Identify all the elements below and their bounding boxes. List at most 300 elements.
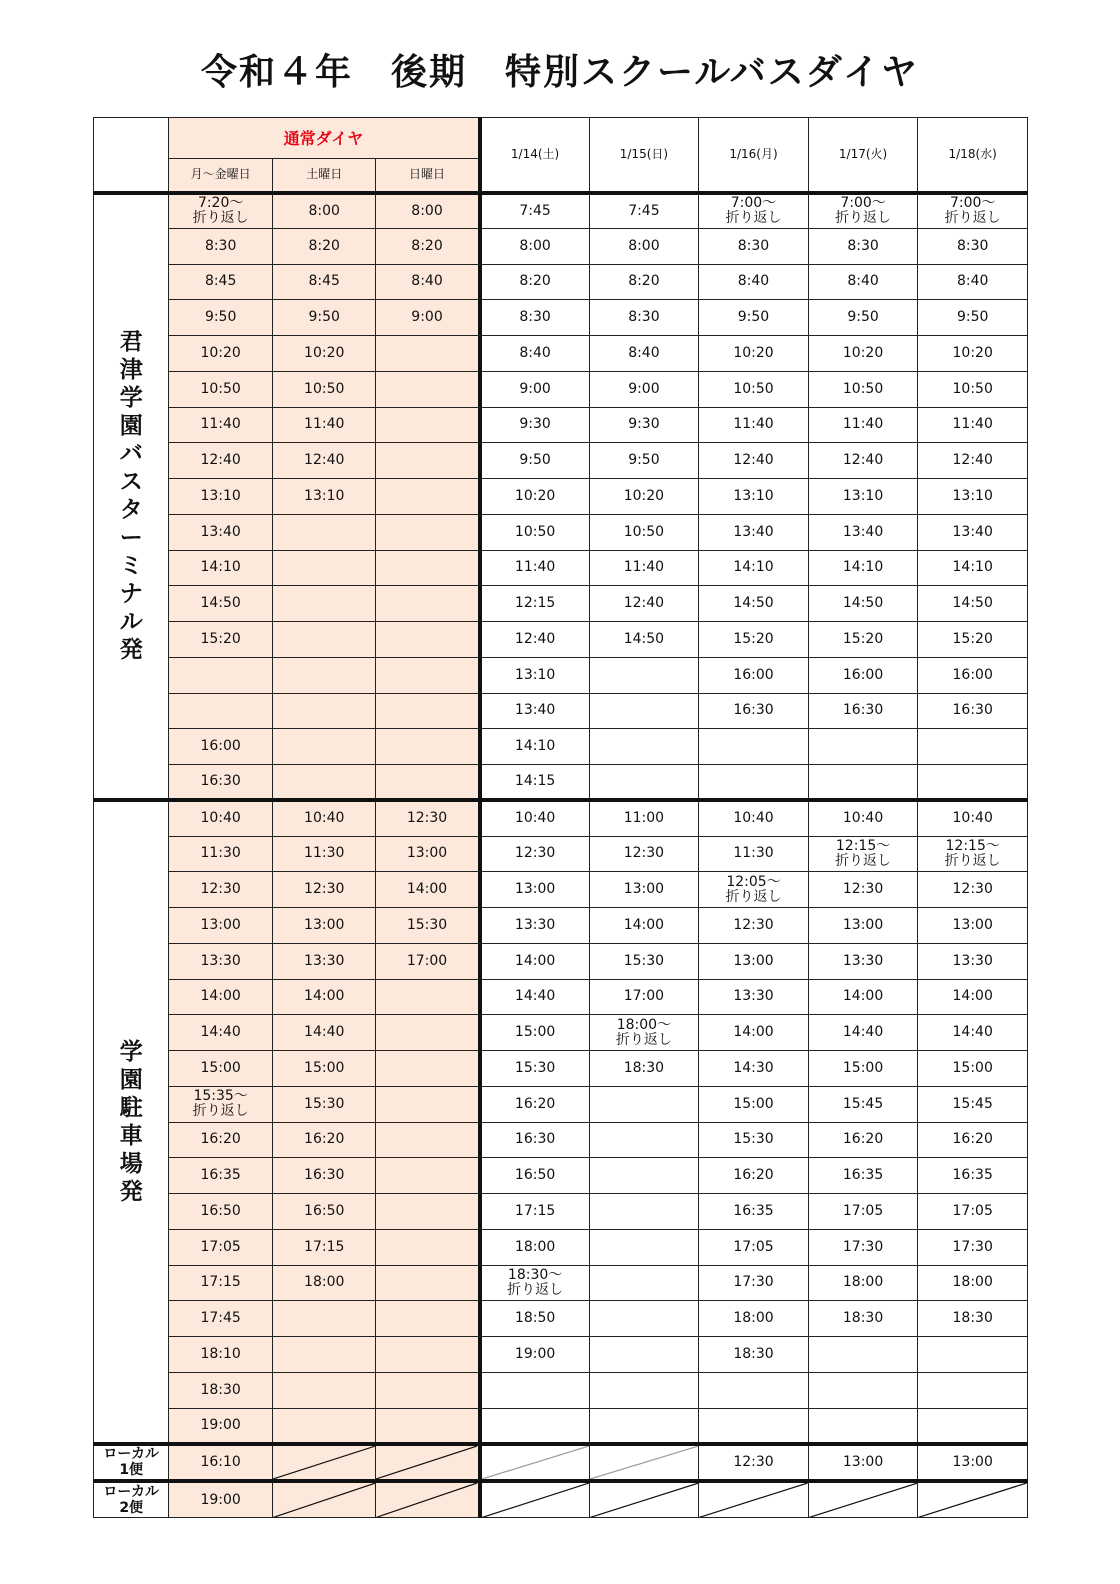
time-cell: [376, 1122, 480, 1158]
time-cell: [376, 1372, 480, 1408]
time-cell: 16:20: [808, 1122, 918, 1158]
time-cell: 15:30: [589, 943, 699, 979]
time-cell: 16:20: [272, 1122, 376, 1158]
time-cell: [589, 1337, 699, 1373]
local-row: [94, 1481, 1028, 1518]
time-cell: 10:40: [699, 800, 809, 836]
time-cell: 18:30: [808, 1301, 918, 1337]
time-cell: 8:20: [589, 264, 699, 300]
table-row: [94, 550, 1028, 586]
diagonal-slash: [918, 1483, 1027, 1518]
time-cell: 12:40: [272, 443, 376, 479]
time-cell: 9:50: [918, 300, 1028, 336]
time-cell: 10:20: [589, 479, 699, 515]
table-row: [94, 729, 1028, 765]
table-row: [94, 657, 1028, 693]
time-cell: 17:45: [169, 1301, 273, 1337]
time-cell: 13:00: [918, 1444, 1028, 1481]
time-cell: 14:00: [272, 979, 376, 1015]
time-cell: [376, 979, 480, 1015]
time-cell: [589, 1408, 699, 1444]
time-cell: [272, 1301, 376, 1337]
time-cell: 13:00: [918, 908, 1028, 944]
time-cell: [376, 622, 480, 658]
time-cell: 14:00: [376, 872, 480, 908]
normal-day-header: 土曜日: [272, 159, 376, 193]
time-cell: 8:00: [480, 228, 590, 264]
time-cell: 8:45: [169, 264, 273, 300]
time-cell: 14:10: [480, 729, 590, 765]
time-cell: 18:50: [480, 1301, 590, 1337]
time-cell: 14:10: [918, 550, 1028, 586]
time-cell: [808, 1337, 918, 1373]
time-cell: 14:50: [699, 586, 809, 622]
empty-slash-cell: [480, 1444, 590, 1481]
time-cell: [272, 550, 376, 586]
time-cell: 14:00: [169, 979, 273, 1015]
time-cell: [376, 693, 480, 729]
time-cell: 8:40: [808, 264, 918, 300]
local-label: ローカル 1便: [94, 1444, 169, 1481]
diagonal-slash: [376, 1446, 477, 1479]
time-cell: 14:40: [918, 1015, 1028, 1051]
time-cell: 12:30: [169, 872, 273, 908]
header-row: [94, 118, 1028, 159]
time-cell: 16:00: [169, 729, 273, 765]
time-cell: 12:40: [918, 443, 1028, 479]
diagonal-slash: [590, 1483, 699, 1518]
time-cell: 14:00: [589, 908, 699, 944]
time-cell: 14:10: [699, 550, 809, 586]
time-cell: 8:40: [918, 264, 1028, 300]
time-cell: 13:00: [699, 943, 809, 979]
time-cell: 7:45: [480, 193, 590, 229]
time-cell: 18:30: [699, 1337, 809, 1373]
time-cell: 7:20～ 折り返し: [169, 193, 273, 229]
time-cell: 12:15～ 折り返し: [918, 836, 1028, 872]
time-cell: 9:50: [480, 443, 590, 479]
time-cell: 8:00: [376, 193, 480, 229]
table-row: [94, 1301, 1028, 1337]
time-cell: [272, 514, 376, 550]
empty-slash-cell: [272, 1481, 376, 1518]
time-cell: 18:30: [169, 1372, 273, 1408]
time-cell: 19:00: [169, 1481, 273, 1518]
corner-cell: [94, 118, 169, 193]
time-cell: 16:30: [699, 693, 809, 729]
time-cell: 10:20: [169, 336, 273, 372]
time-cell: 13:00: [808, 908, 918, 944]
time-cell: 17:00: [376, 943, 480, 979]
time-cell: [808, 729, 918, 765]
time-cell: [376, 371, 480, 407]
time-cell: 16:30: [480, 1122, 590, 1158]
time-cell: 12:40: [589, 586, 699, 622]
time-cell: 14:40: [480, 979, 590, 1015]
time-cell: 13:00: [376, 836, 480, 872]
time-cell: 8:30: [918, 228, 1028, 264]
normal-day-header: 日曜日: [376, 159, 480, 193]
time-cell: 10:40: [272, 800, 376, 836]
time-cell: 16:20: [918, 1122, 1028, 1158]
time-cell: 9:30: [480, 407, 590, 443]
time-cell: 7:45: [589, 193, 699, 229]
diagonal-slash: [809, 1483, 918, 1518]
time-cell: 12:30: [808, 872, 918, 908]
time-cell: 7:00～ 折り返し: [699, 193, 809, 229]
time-cell: [589, 657, 699, 693]
diagonal-slash: [590, 1446, 699, 1479]
time-cell: 15:30: [699, 1122, 809, 1158]
time-cell: 15:45: [808, 1086, 918, 1122]
time-cell: 14:40: [272, 1015, 376, 1051]
time-cell: 17:15: [272, 1229, 376, 1265]
section-label-text: 学園駐車場発: [119, 1039, 143, 1205]
time-cell: 12:30: [699, 908, 809, 944]
time-cell: 13:30: [480, 908, 590, 944]
time-cell: 9:50: [272, 300, 376, 336]
time-cell: 10:20: [272, 336, 376, 372]
time-cell: 13:10: [272, 479, 376, 515]
time-cell: 8:40: [699, 264, 809, 300]
time-cell: [808, 1408, 918, 1444]
time-cell: [376, 1051, 480, 1087]
time-cell: 9:00: [480, 371, 590, 407]
time-cell: [272, 1408, 376, 1444]
time-cell: [480, 1372, 590, 1408]
table-row: [94, 622, 1028, 658]
time-cell: [699, 1408, 809, 1444]
diagonal-slash: [699, 1483, 808, 1518]
time-cell: 12:30: [918, 872, 1028, 908]
table-row: [94, 228, 1028, 264]
time-cell: 11:40: [169, 407, 273, 443]
table-row: [94, 514, 1028, 550]
time-cell: 11:40: [918, 407, 1028, 443]
time-cell: 9:50: [169, 300, 273, 336]
normal-schedule-header: 通常ダイヤ: [169, 118, 480, 159]
empty-slash-cell: [589, 1444, 699, 1481]
time-cell: 13:30: [918, 943, 1028, 979]
time-cell: 15:00: [808, 1051, 918, 1087]
time-cell: 17:30: [808, 1229, 918, 1265]
local-row: [94, 1444, 1028, 1481]
time-cell: [376, 1194, 480, 1230]
time-cell: [376, 1229, 480, 1265]
time-cell: 16:30: [272, 1158, 376, 1194]
time-cell: 16:50: [272, 1194, 376, 1230]
table-row: [94, 872, 1028, 908]
time-cell: 13:40: [699, 514, 809, 550]
time-cell: 14:50: [589, 622, 699, 658]
empty-slash-cell: [376, 1481, 480, 1518]
page-title: 令和４年 後期 特別スクールバスダイヤ: [200, 52, 920, 93]
time-cell: 13:40: [169, 514, 273, 550]
time-cell: 17:30: [918, 1229, 1028, 1265]
time-cell: [272, 765, 376, 801]
time-cell: 12:40: [169, 443, 273, 479]
time-cell: 16:35: [918, 1158, 1028, 1194]
table-row: [94, 193, 1028, 229]
table-row: [94, 407, 1028, 443]
time-cell: 12:40: [808, 443, 918, 479]
time-cell: [589, 1122, 699, 1158]
time-cell: 10:50: [918, 371, 1028, 407]
time-cell: [272, 622, 376, 658]
time-cell: 10:40: [169, 800, 273, 836]
time-cell: 11:40: [808, 407, 918, 443]
time-cell: [480, 1408, 590, 1444]
time-cell: 15:00: [272, 1051, 376, 1087]
time-cell: 18:00: [699, 1301, 809, 1337]
time-cell: 16:30: [808, 693, 918, 729]
time-cell: 15:35～ 折り返し: [169, 1086, 273, 1122]
time-cell: 15:30: [480, 1051, 590, 1087]
time-cell: 16:35: [808, 1158, 918, 1194]
time-cell: 15:00: [699, 1086, 809, 1122]
time-cell: 12:40: [699, 443, 809, 479]
time-cell: [699, 765, 809, 801]
time-cell: 12:30: [480, 836, 590, 872]
time-cell: 14:00: [699, 1015, 809, 1051]
time-cell: [376, 1337, 480, 1373]
time-cell: [272, 1337, 376, 1373]
local-label: ローカル 2便: [94, 1481, 169, 1518]
table-row: [94, 336, 1028, 372]
time-cell: [376, 1265, 480, 1301]
time-cell: [808, 1372, 918, 1408]
time-cell: 18:00: [480, 1229, 590, 1265]
time-cell: 8:30: [169, 228, 273, 264]
time-cell: [376, 765, 480, 801]
time-cell: [589, 765, 699, 801]
table-row: [94, 693, 1028, 729]
time-cell: 10:50: [589, 514, 699, 550]
time-cell: 13:00: [272, 908, 376, 944]
time-cell: 16:50: [169, 1194, 273, 1230]
section-label-parking: [94, 800, 169, 1444]
time-cell: 8:30: [699, 228, 809, 264]
table-row: [94, 1337, 1028, 1373]
time-cell: 13:10: [699, 479, 809, 515]
empty-slash-cell: [918, 1481, 1028, 1518]
table-row: [94, 800, 1028, 836]
time-cell: 14:00: [480, 943, 590, 979]
time-cell: [918, 1408, 1028, 1444]
table-row: [94, 586, 1028, 622]
table-row: [94, 1194, 1028, 1230]
time-cell: [272, 693, 376, 729]
time-cell: 13:10: [808, 479, 918, 515]
time-cell: 15:30: [272, 1086, 376, 1122]
time-cell: [169, 657, 273, 693]
time-cell: 11:40: [480, 550, 590, 586]
time-cell: 14:50: [169, 586, 273, 622]
table-row: [94, 264, 1028, 300]
time-cell: 9:50: [808, 300, 918, 336]
time-cell: 11:30: [272, 836, 376, 872]
diagonal-slash: [273, 1446, 376, 1479]
time-cell: [589, 1265, 699, 1301]
time-cell: 13:30: [272, 943, 376, 979]
date-header: 1/14(土): [480, 118, 590, 193]
time-cell: 14:50: [808, 586, 918, 622]
time-cell: 17:30: [699, 1265, 809, 1301]
time-cell: 19:00: [480, 1337, 590, 1373]
date-header: 1/18(水): [918, 118, 1028, 193]
time-cell: 16:00: [808, 657, 918, 693]
time-cell: 13:10: [480, 657, 590, 693]
time-cell: 16:35: [169, 1158, 273, 1194]
time-cell: [589, 693, 699, 729]
time-cell: 15:20: [918, 622, 1028, 658]
time-cell: [589, 1194, 699, 1230]
time-cell: 13:40: [918, 514, 1028, 550]
time-cell: 18:00: [272, 1265, 376, 1301]
time-cell: 16:50: [480, 1158, 590, 1194]
time-cell: 13:40: [480, 693, 590, 729]
time-cell: [376, 1158, 480, 1194]
time-cell: 9:50: [589, 443, 699, 479]
time-cell: 12:05～ 折り返し: [699, 872, 809, 908]
time-cell: 9:00: [589, 371, 699, 407]
time-cell: 13:00: [808, 1444, 918, 1481]
time-cell: 9:30: [589, 407, 699, 443]
time-cell: [589, 1301, 699, 1337]
time-cell: [376, 1408, 480, 1444]
time-cell: 15:20: [169, 622, 273, 658]
time-cell: [376, 657, 480, 693]
table-row: [94, 836, 1028, 872]
time-cell: 16:00: [699, 657, 809, 693]
time-cell: 11:40: [589, 550, 699, 586]
time-cell: 13:30: [699, 979, 809, 1015]
table-row: [94, 443, 1028, 479]
diagonal-slash: [376, 1483, 477, 1518]
empty-slash-cell: [272, 1444, 376, 1481]
time-cell: 8:30: [589, 300, 699, 336]
time-cell: 14:15: [480, 765, 590, 801]
table-row: [94, 943, 1028, 979]
diagonal-slash: [273, 1483, 376, 1518]
time-cell: [376, 479, 480, 515]
time-cell: 10:20: [480, 479, 590, 515]
time-cell: 13:40: [808, 514, 918, 550]
empty-slash-cell: [808, 1481, 918, 1518]
time-cell: 10:40: [918, 800, 1028, 836]
time-cell: 15:30: [376, 908, 480, 944]
table-row: [94, 1015, 1028, 1051]
time-cell: 11:00: [589, 800, 699, 836]
time-cell: 13:00: [480, 872, 590, 908]
empty-slash-cell: [480, 1481, 590, 1518]
time-cell: 10:40: [808, 800, 918, 836]
diagonal-slash: [482, 1483, 589, 1518]
time-cell: 10:50: [480, 514, 590, 550]
section-label-text: 君津学園バスターミナル発: [119, 329, 143, 664]
time-cell: [376, 550, 480, 586]
time-cell: 13:00: [169, 908, 273, 944]
time-cell: 10:20: [918, 336, 1028, 372]
table-row: [94, 1086, 1028, 1122]
time-cell: 18:00: [918, 1265, 1028, 1301]
time-cell: 13:30: [169, 943, 273, 979]
time-cell: 10:50: [808, 371, 918, 407]
time-cell: 16:20: [699, 1158, 809, 1194]
time-cell: 8:30: [480, 300, 590, 336]
table-row: [94, 1265, 1028, 1301]
time-cell: 18:00: [808, 1265, 918, 1301]
time-cell: [272, 586, 376, 622]
time-cell: 16:00: [918, 657, 1028, 693]
date-header: 1/15(日): [589, 118, 699, 193]
time-cell: 12:30: [699, 1444, 809, 1481]
time-cell: 14:00: [918, 979, 1028, 1015]
time-cell: 8:40: [376, 264, 480, 300]
time-cell: [589, 1158, 699, 1194]
time-cell: 13:10: [169, 479, 273, 515]
time-cell: 15:00: [918, 1051, 1028, 1087]
time-cell: 16:35: [699, 1194, 809, 1230]
time-cell: 16:20: [480, 1086, 590, 1122]
time-cell: [808, 765, 918, 801]
time-cell: 15:00: [169, 1051, 273, 1087]
time-cell: [376, 1015, 480, 1051]
empty-slash-cell: [699, 1481, 809, 1518]
time-cell: [376, 407, 480, 443]
table-row: [94, 908, 1028, 944]
time-cell: 8:00: [272, 193, 376, 229]
time-cell: 10:50: [169, 371, 273, 407]
time-cell: 12:30: [272, 872, 376, 908]
time-cell: 17:05: [918, 1194, 1028, 1230]
time-cell: [918, 765, 1028, 801]
time-cell: 15:00: [480, 1015, 590, 1051]
time-cell: 14:30: [699, 1051, 809, 1087]
time-cell: 18:10: [169, 1337, 273, 1373]
diagonal-slash: [482, 1446, 589, 1479]
time-cell: 17:15: [169, 1265, 273, 1301]
time-cell: [589, 729, 699, 765]
time-cell: 14:50: [918, 586, 1028, 622]
time-cell: [376, 514, 480, 550]
date-header: 1/16(月): [699, 118, 809, 193]
time-cell: 8:40: [589, 336, 699, 372]
time-cell: [272, 657, 376, 693]
time-cell: 14:40: [169, 1015, 273, 1051]
empty-slash-cell: [589, 1481, 699, 1518]
section-label-terminal: [94, 193, 169, 801]
time-cell: 12:15: [480, 586, 590, 622]
time-cell: 16:10: [169, 1444, 273, 1481]
table-row: [94, 479, 1028, 515]
time-cell: 8:00: [589, 228, 699, 264]
time-cell: [699, 1372, 809, 1408]
time-cell: 18:30: [918, 1301, 1028, 1337]
table-row: [94, 1229, 1028, 1265]
time-cell: 12:30: [376, 800, 480, 836]
time-cell: 13:10: [918, 479, 1028, 515]
time-cell: 12:30: [589, 836, 699, 872]
time-cell: [376, 443, 480, 479]
time-cell: 17:05: [169, 1229, 273, 1265]
time-cell: [376, 729, 480, 765]
time-cell: 17:00: [589, 979, 699, 1015]
table-row: [94, 1372, 1028, 1408]
time-cell: 7:00～ 折り返し: [918, 193, 1028, 229]
time-cell: 19:00: [169, 1408, 273, 1444]
time-cell: 13:00: [589, 872, 699, 908]
